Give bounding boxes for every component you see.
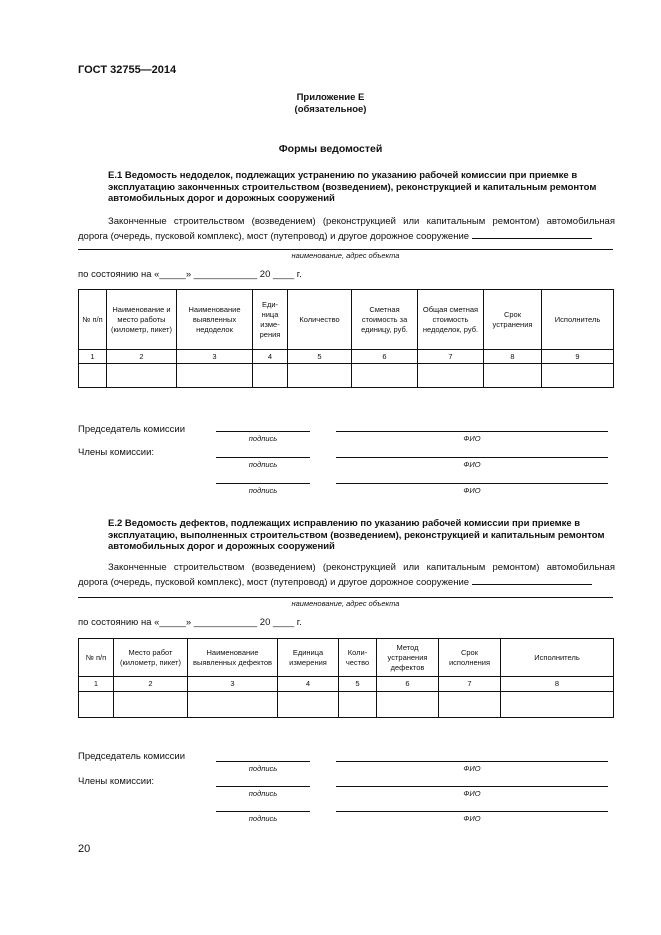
- s2-members-label: Члены комиссии:: [78, 776, 155, 787]
- s1-col-number: 1: [79, 350, 107, 364]
- s2-chairman-label: Председатель комиссии: [78, 751, 186, 762]
- s2-empty-cell[interactable]: [188, 692, 278, 718]
- section1-table: [78, 289, 614, 388]
- section1-title: Е.1 Ведомость недоделок, подлежащих устранению по указанию рабочей комиссии при приемке в эксплуатацию законченных строительством (возведением), реконструкцией и капитальным ремонтом автомобильных дорог и дорожных сооружений: [108, 170, 597, 204]
- forms-title: Формы ведомостей: [278, 143, 383, 155]
- s2-col-number: 8: [501, 677, 614, 692]
- s1-member1-sign-caption: подпись: [248, 460, 278, 469]
- section2-title: Е.2 Ведомость дефектов, подлежащих исправлению по указанию рабочей комиссии при приемке в эксплуатацию, выполненных строительством (возведением), реконструкцией и капитальным ремонтом автомобильных дорог и дорожных сооружений: [108, 518, 605, 552]
- s1-member2-name-line[interactable]: [336, 483, 608, 484]
- s1-col-number: 9: [542, 350, 614, 364]
- s1-member1-name-line[interactable]: [336, 457, 608, 458]
- s2-member1-name-line[interactable]: [336, 786, 608, 787]
- s1-empty-cell[interactable]: [107, 364, 177, 388]
- s1-empty-cell[interactable]: [484, 364, 542, 388]
- s2-member1-name-caption: ФИО: [463, 789, 481, 798]
- page-number: 20: [78, 843, 91, 855]
- s2-col-number: 5: [339, 677, 377, 692]
- s2-header-defects: Наименование выявленных дефектов: [188, 639, 278, 677]
- s1-col-number: 3: [177, 350, 253, 364]
- s2-member2-sign-line[interactable]: [216, 811, 310, 812]
- s2-col-number: 6: [377, 677, 439, 692]
- s2-chairman-name-line[interactable]: [336, 761, 608, 762]
- s2-col-number: 1: [79, 677, 114, 692]
- s2-header-unit: Единица измерения: [278, 639, 339, 677]
- s1-empty-cell[interactable]: [542, 364, 614, 388]
- s2-empty-cell[interactable]: [79, 692, 114, 718]
- s2-col-number: 3: [188, 677, 278, 692]
- s2-member2-name-line[interactable]: [336, 811, 608, 812]
- s2-member1-sign-line[interactable]: [216, 786, 310, 787]
- s1-col-number: 8: [484, 350, 542, 364]
- appendix-subtitle: (обязательное): [294, 104, 367, 115]
- s2-col-number: 7: [439, 677, 501, 692]
- s1-header-defects: Наименование выявленных недоделок: [177, 290, 253, 350]
- s1-chairman-label: Председатель комиссии: [78, 424, 186, 435]
- s1-empty-cell[interactable]: [253, 364, 288, 388]
- s1-col-number: 2: [107, 350, 177, 364]
- s2-col-number: 2: [114, 677, 188, 692]
- s2-member1-sign-caption: подпись: [248, 789, 278, 798]
- s1-chairman-name-line[interactable]: [336, 431, 608, 432]
- s1-member2-sign-caption: подпись: [248, 486, 278, 495]
- document-standard-header: ГОСТ 32755—2014: [78, 64, 177, 76]
- s1-members-label: Члены комиссии:: [78, 447, 155, 458]
- s1-header-location: Наименование и место работы (километр, пикет): [107, 290, 177, 350]
- s1-member1-sign-line[interactable]: [216, 457, 310, 458]
- section2-paragraph: [78, 560, 615, 590]
- s1-member2-sign-line[interactable]: [216, 483, 310, 484]
- s2-empty-cell[interactable]: [377, 692, 439, 718]
- section1-date-line: по состоянию на «_____» ____________ 20 ____ г.: [78, 269, 302, 280]
- section2-object-field[interactable]: [472, 584, 592, 585]
- s2-header-location: Место работ (километр, пикет): [114, 639, 188, 677]
- s2-member2-sign-caption: подпись: [248, 814, 278, 823]
- s1-header-unit-cost: Сметная стоимость за единицу, руб.: [352, 290, 418, 350]
- section2-table: [78, 638, 614, 718]
- s1-chairman-sign-line[interactable]: [216, 431, 310, 432]
- s1-col-number: 5: [288, 350, 352, 364]
- s1-header-unit: Еди-ница изме-рения: [253, 290, 288, 350]
- s2-header-executor: Исполнитель: [501, 639, 614, 677]
- section1-object-caption: наименование, адрес объекта: [291, 251, 400, 260]
- s1-member1-name-caption: ФИО: [463, 460, 481, 469]
- appendix-title: Приложение Е: [296, 92, 365, 103]
- s1-empty-cell[interactable]: [177, 364, 253, 388]
- section1-paragraph-text: Законченные строительством (возведением) (реконструкцией или капитальным ремонтом) автомобильная дорога (очередь, пусковой комплекс), мост (путепровод) и другое дорожное сооружение: [78, 216, 615, 242]
- s2-col-number: 4: [278, 677, 339, 692]
- s2-header-quantity: Коли-чество: [339, 639, 377, 677]
- s1-col-number: 6: [352, 350, 418, 364]
- s1-empty-cell[interactable]: [352, 364, 418, 388]
- s2-empty-cell[interactable]: [114, 692, 188, 718]
- section2-object-caption: наименование, адрес объекта: [291, 599, 400, 608]
- section2-date-line: по состоянию на «_____» ____________ 20 ____ г.: [78, 617, 302, 628]
- s2-empty-cell[interactable]: [439, 692, 501, 718]
- s1-empty-cell[interactable]: [418, 364, 484, 388]
- s2-empty-cell[interactable]: [501, 692, 614, 718]
- s1-header-total-cost: Общая сметная стоимость недоделок, руб.: [418, 290, 484, 350]
- s1-col-number: 7: [418, 350, 484, 364]
- section2-paragraph-text: Законченные строительством (возведением) (реконструкцией или капитальным ремонтом) автомобильная дорога (очередь, пусковой комплекс), мост (путепровод) и другое дорожное сооружение: [78, 562, 615, 588]
- s2-header-num: № п/п: [79, 639, 114, 677]
- s1-chairman-sign-caption: подпись: [248, 434, 278, 443]
- s1-header-executor: Исполнитель: [542, 290, 614, 350]
- s2-header-deadline: Срок исполнения: [439, 639, 501, 677]
- section1-object-line[interactable]: [78, 249, 613, 250]
- s2-member2-name-caption: ФИО: [463, 814, 481, 823]
- section1-object-field[interactable]: [472, 238, 592, 239]
- s1-header-quantity: Количество: [288, 290, 352, 350]
- s1-col-number: 4: [253, 350, 288, 364]
- s2-header-method: Метод устранения дефектов: [377, 639, 439, 677]
- s1-header-deadline: Срок устранения: [484, 290, 542, 350]
- s2-chairman-sign-line[interactable]: [216, 761, 310, 762]
- s2-chairman-name-caption: ФИО: [463, 764, 481, 773]
- s1-chairman-name-caption: ФИО: [463, 434, 481, 443]
- s1-empty-cell[interactable]: [288, 364, 352, 388]
- s1-empty-cell[interactable]: [79, 364, 107, 388]
- s1-member2-name-caption: ФИО: [463, 486, 481, 495]
- s2-empty-cell[interactable]: [339, 692, 377, 718]
- section2-object-line[interactable]: [78, 597, 613, 598]
- s1-header-num: № п/п: [79, 290, 107, 350]
- s2-chairman-sign-caption: подпись: [248, 764, 278, 773]
- section1-paragraph: [78, 214, 615, 244]
- s2-empty-cell[interactable]: [278, 692, 339, 718]
